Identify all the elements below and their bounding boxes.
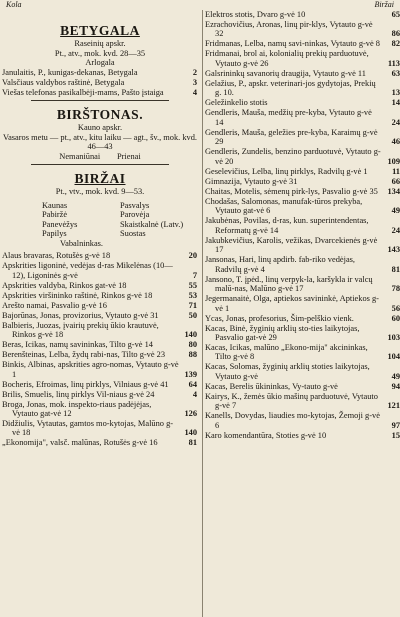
entry-phone-number: 78 — [391, 284, 400, 294]
entry-text: Jakubėnas, Povilas, d-ras, kun. superintendentas, Reformatų g-vė 14 — [205, 216, 369, 235]
directory-entry — [2, 380, 198, 389]
entry-text: Bocheris, Efroimas, linų pirklys, Vilniaus g-vė 41 — [2, 379, 169, 389]
directory-entry — [205, 39, 400, 48]
entry-text: Chodašas, Salomonas, manufak-tūros prekyba, Vytauto gat-vė 6 — [205, 196, 363, 216]
birstonas-info-line: Kauno apskr. — [77, 123, 123, 133]
entry-text: Brilis, Smuelis, linų pirklys Vil-niaus g-vė 24 — [2, 389, 155, 399]
directory-entry — [2, 340, 198, 349]
entry-phone-number: 94 — [391, 381, 400, 391]
directory-entry — [205, 108, 400, 127]
directory-entry — [205, 79, 400, 98]
directory-entry — [2, 311, 198, 320]
entry-text: Viešas telefonas pasikalbėji-mams, Pašto įstaiga — [2, 87, 164, 97]
entry-phone-number: 50 — [188, 310, 197, 320]
entry-text: Apskrities valdyba, Rinkos gat-vė 18 — [2, 280, 127, 290]
directory-entry — [205, 362, 400, 381]
entry-text: Gelažius, P., apskr. veterinari-jos gydytojas, Prekių g. 10. — [205, 78, 376, 98]
directory-entry — [2, 321, 198, 340]
directory-entry — [205, 324, 400, 343]
entry-phone-number: 82 — [391, 39, 400, 49]
directory-entry — [205, 431, 400, 440]
entry-text: Apskrities ligoninė, vedėjas d-ras Mikelėnas (10—12), Ligoninės g-vė — [2, 261, 173, 280]
entry-phone-number: 24 — [391, 225, 400, 235]
entry-text: Jansono, T. įpėd., linų verpyk-la, karšykla ir valcų malū-nas, Malūno g-vė 17 — [205, 274, 373, 294]
entry-text: Chaitas, Motelis, sėmenų pirk-lys, Pasvalio g-vė 35 — [205, 186, 378, 196]
directory-entry — [205, 294, 400, 313]
entry-phone-number: 11 — [392, 166, 400, 176]
entry-text: Beras, Icikas, namų savininkas, Tilto g-vė 14 — [2, 340, 153, 350]
entry-text: Janulaitis, P., kunigas-dekanas, Betygala — [2, 67, 138, 77]
entry-text: Gendleris, Mauša, medžių pre-kyba, Vytauto g-vė 14 — [205, 108, 372, 127]
directory-entry — [205, 411, 400, 430]
entry-text: Jegermanaitė, Olga, aptiekos savininkė, Aptiekos g-vė 1 — [205, 294, 379, 313]
entry-text: Didžiulis, Vytautas, gamtos mo-kytojas, Malūno g-vė 18 — [2, 419, 174, 438]
directory-entry — [205, 10, 400, 19]
directory-entry — [205, 392, 400, 411]
entry-phone-number: 63 — [391, 68, 400, 78]
entry-phone-number: 14 — [391, 98, 400, 108]
directory-entry — [2, 360, 198, 379]
town-name: Papilys — [42, 229, 67, 239]
left-column — [2, 10, 198, 617]
directory-entry — [2, 78, 198, 87]
entry-text: „Ekonomija", valsč. malūnas, Rotušės g-vė 16 — [2, 438, 158, 448]
entry-phone-number: 81 — [188, 438, 197, 448]
directory-entry — [2, 438, 198, 447]
entry-text: Balbieris, Juozas, įvairių prekių ūkio krautuvė, Rinkos g-vė 18 — [2, 320, 159, 340]
entry-text: Geselevičius, Lelba, linų pirklys, Radvilų g-vė 1 — [205, 166, 368, 176]
birzai-title: BIRŽAI — [74, 171, 126, 187]
entry-phone-number: 103 — [387, 332, 400, 342]
entry-phone-number: 13 — [391, 88, 400, 98]
birstonas-title: BIRŠTONAS. — [56, 107, 144, 123]
entry-phone-number: 46 — [391, 137, 400, 147]
directory-entry — [205, 314, 400, 323]
entry-phone-number: 55 — [188, 280, 197, 290]
directory-entry — [205, 343, 400, 362]
directory-entry — [205, 197, 400, 216]
entry-phone-number: 121 — [387, 401, 400, 411]
town-name: Vabalninkas. — [60, 238, 104, 248]
entry-text: Apskrities viršininko raštinė, Rinkos g-vė 18 — [2, 290, 153, 300]
entry-phone-number: 66 — [391, 176, 400, 186]
entry-text: Kacas, Berelis ūkininkas, Vy-tauto g-vė — [205, 381, 338, 391]
betygala-info-line: Raseinių apskr. — [74, 39, 126, 49]
directory-entry — [2, 251, 198, 260]
town-name: Pabiržė — [42, 210, 68, 220]
entry-phone-number: 86 — [391, 29, 400, 39]
directory-entry — [2, 419, 198, 438]
directory-entry — [205, 236, 400, 255]
birstonas-info-line: Vasaros metu — pt., atv., kitu laiku — agt., šv., mok. kvd. 46—43 — [2, 132, 198, 152]
entry-text: Jansonas, Hari, linų apdirb. fab-riko vedėjas, Radvilų g-vė 4 — [205, 255, 356, 274]
entry-text: Bajorūnas, Jonas, provizorius, Vytauto g-vė 31 — [2, 310, 159, 320]
birzai-subtitle: Pt., vtv., mok. kvd. 9—53. — [55, 187, 145, 197]
entry-phone-number: 104 — [387, 352, 400, 362]
entry-phone-number: 109 — [387, 156, 400, 166]
entry-text: Fridmanai, brol ai, kolonialių prekių parduotuvė, Vytauto g-vė 26 — [205, 49, 369, 68]
directory-entry — [2, 68, 198, 77]
entry-text: Karo komendantūra, Stoties g-vė 10 — [205, 430, 327, 440]
directory-entry — [205, 98, 400, 107]
directory-entry — [205, 255, 400, 274]
entry-phone-number: 3 — [192, 77, 197, 87]
directory-entry — [205, 49, 400, 68]
entry-phone-number: 2 — [192, 67, 197, 77]
entry-phone-number: 49 — [391, 206, 400, 216]
entry-text: Alaus bravaras, Rotušės g-vė 18 — [2, 251, 111, 261]
town-name: Panevėžys — [42, 219, 78, 229]
directory-entry — [205, 382, 400, 391]
entry-phone-number: 126 — [184, 409, 197, 419]
town-name: Suostas — [120, 229, 146, 239]
directory-entry — [2, 390, 198, 399]
entry-text: Kacas, Binė, žyginių arklių sto-ties laikytojas, Pasvalio gat-vė 29 — [205, 323, 360, 342]
entry-phone-number: 80 — [188, 340, 197, 350]
entry-text: Galsrininkų savanorių draugija, Vytauto g-vė 11 — [205, 68, 366, 78]
birzai-towns — [42, 201, 198, 248]
betygala-title: BETYGALA — [60, 23, 140, 38]
entry-phone-number: 81 — [391, 264, 400, 274]
entry-text: Valsčiaus valdybos raštinė, Betygala — [2, 77, 125, 87]
entry-text: Berenšteinas, Lelba, žydų rabi-nas, Tilto g-vė 23 — [2, 350, 166, 360]
directory-entry — [205, 275, 400, 294]
town-name: Kaunas — [42, 200, 68, 210]
entry-phone-number: 140 — [184, 428, 197, 438]
entry-phone-number: 97 — [391, 420, 400, 430]
entry-phone-number: 15 — [391, 430, 400, 440]
town-name: Parovėja — [120, 210, 150, 220]
directory-entry — [205, 167, 400, 176]
entry-phone-number: 53 — [188, 290, 197, 300]
betygala-info-line: Arlogala — [85, 58, 115, 68]
entry-text: Jakubkevičius, Karolis, vežikas, Dvarcekienės g-vė 17 — [205, 235, 378, 255]
entry-phone-number: 140 — [184, 330, 197, 340]
directory-entry — [205, 20, 400, 39]
entry-text: Kacas, Icikas, malūno „Ekono-mija" akcininkas, Tilto g-vė 8 — [205, 342, 368, 362]
entry-phone-number: 113 — [387, 58, 400, 68]
entry-phone-number: 4 — [192, 87, 197, 97]
entry-text: Broga, Jonas, mok. inspekto-riaus padėjėjas, Vytauto gat-vė 12 — [2, 399, 152, 419]
entry-text: Gendleris, Zundelis, benzino parduotuvė, Vytauto g-vė 20 — [205, 147, 381, 166]
betygala-entries — [2, 68, 198, 97]
betygala-info-line: Pt., atv., mok. kvd. 28—35 — [54, 48, 146, 58]
entry-phone-number: 7 — [192, 270, 197, 280]
directory-entry — [2, 261, 198, 280]
directory-entry — [2, 400, 198, 419]
entry-text: Arešto namai, Pasvalio g-vė 16 — [2, 300, 107, 310]
birzai-entries-right — [205, 10, 400, 440]
directory-entry — [2, 281, 198, 290]
birstonas-info-line: Nemaniūnai Prienai — [59, 151, 141, 161]
running-head-left: Kola — [6, 0, 22, 9]
entry-phone-number: 143 — [387, 245, 400, 255]
directory-entry — [205, 69, 400, 78]
section-divider — [31, 164, 168, 165]
entry-phone-number: 139 — [184, 369, 197, 379]
entry-text: Kacas, Solomas, žyginių arklių stoties laikytojas, Vytauto g-vė — [205, 362, 370, 381]
section-divider — [31, 100, 168, 101]
entry-text: Gimnazija, Vytauto g-vė 31 — [205, 176, 298, 186]
entry-text: Ezrachovičius, Aronas, linų pir-klys, Vytauto g-vė 32 — [205, 19, 373, 39]
entry-text: Binkis, Albinas, apskrities agro-nomas, Vytauto g-vė 1 — [2, 360, 179, 379]
entry-phone-number: 88 — [188, 350, 197, 360]
entry-text: Geležinkelio stotis — [205, 98, 268, 108]
entry-text: Ycas, Jonas, profesorius, Šim-pelškio vienk. — [205, 313, 354, 323]
directory-entry — [205, 128, 400, 147]
directory-entry — [2, 350, 198, 359]
entry-text: Kairys, K., žemės ūkio mašinų parduotuvė, Vytauto g-vė 7 — [205, 391, 378, 411]
entry-phone-number: 56 — [391, 303, 400, 313]
entry-phone-number: 65 — [391, 10, 400, 19]
directory-entry — [205, 147, 400, 166]
entry-phone-number: 134 — [387, 186, 400, 196]
entry-phone-number: 60 — [391, 313, 400, 323]
entry-phone-number: 20 — [188, 251, 197, 261]
entry-phone-number: 4 — [192, 389, 197, 399]
town-name: Skaistkalnė (Latv.) — [120, 219, 184, 229]
right-column — [202, 10, 400, 617]
entry-phone-number: 71 — [188, 300, 197, 310]
directory-entry — [205, 187, 400, 196]
running-head-right: Biržai — [374, 0, 394, 9]
entry-phone-number: 24 — [391, 117, 400, 127]
town-name: Pasvalys — [120, 200, 150, 210]
entry-phone-number: 64 — [188, 379, 197, 389]
directory-entry — [2, 88, 198, 97]
entry-text: Kanells, Dovydas, liaudies mo-kytojas, Žemoji g-vė 6 — [205, 411, 380, 430]
entry-text: Fridmanas, Lelba, namų savi-ninkas, Vytauto g-vė 8 — [205, 39, 380, 49]
entry-phone-number: 49 — [391, 371, 400, 381]
directory-entry — [205, 177, 400, 186]
directory-entry — [205, 216, 400, 235]
entry-text: Gendleris, Mauša, geležies pre-kyba, Karaimų g-vė 29 — [205, 127, 378, 147]
birzai-entries-left — [2, 251, 198, 448]
directory-entry — [2, 291, 198, 300]
directory-entry — [2, 301, 198, 310]
entry-text: Elektros stotis, Dvaro g-vė 10 — [205, 10, 306, 19]
